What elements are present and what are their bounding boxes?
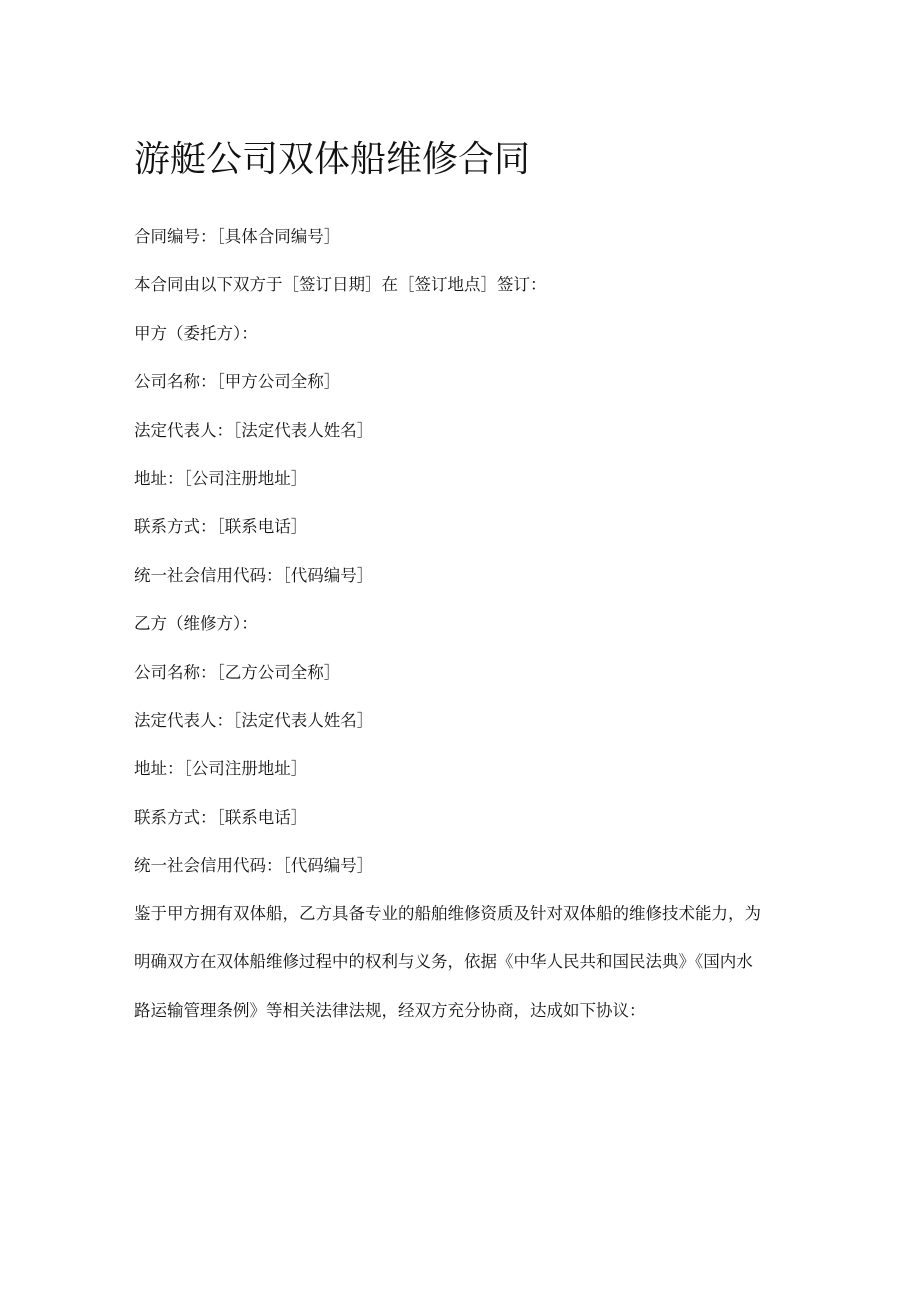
party-a-company-name: 公司名称：［甲方公司全称］ bbox=[134, 372, 341, 392]
party-a-heading: 甲方（委托方）： bbox=[134, 323, 258, 343]
party-b-legal-representative: 法定代表人：［法定代表人姓名］ bbox=[134, 710, 374, 730]
party-a-legal-representative: 法定代表人：［法定代表人姓名］ bbox=[134, 420, 374, 440]
party-a-credit-code: 统一社会信用代码：［代码编号］ bbox=[134, 565, 374, 585]
preamble-paragraph bbox=[134, 899, 794, 1044]
party-b-contact: 联系方式：［联系电话］ bbox=[134, 807, 308, 827]
preamble-line: 鉴于甲方拥有双体船，乙方具备专业的船舶维修资质及针对双体船的维修技术能力，为 bbox=[134, 904, 761, 923]
preamble-line: 明确双方在双体船维修过程中的权利与义务，依据《中华人民共和国民法典》《国内水 bbox=[134, 952, 753, 972]
contract-number-line: 合同编号：［具体合同编号］ bbox=[134, 227, 341, 246]
preamble-line: 路运输管理条例》等相关法律法规，经双方充分协商，达成如下协议： bbox=[134, 1000, 646, 1020]
party-a-contact: 联系方式：［联系电话］ bbox=[134, 517, 308, 537]
signing-info-line: 本合同由以下双方于［签订日期］在［签订地点］签订： bbox=[134, 275, 547, 295]
party-b-heading: 乙方（维修方）： bbox=[134, 614, 258, 634]
document-title: 游艇公司双体船维修合同 bbox=[134, 139, 531, 180]
contract-header-lines bbox=[134, 222, 794, 899]
party-a-address: 地址：［公司注册地址］ bbox=[134, 468, 308, 488]
party-b-company-name: 公司名称：［乙方公司全称］ bbox=[134, 662, 341, 682]
party-b-address: 地址：［公司注册地址］ bbox=[134, 759, 308, 779]
party-b-credit-code: 统一社会信用代码：［代码编号］ bbox=[134, 856, 374, 876]
